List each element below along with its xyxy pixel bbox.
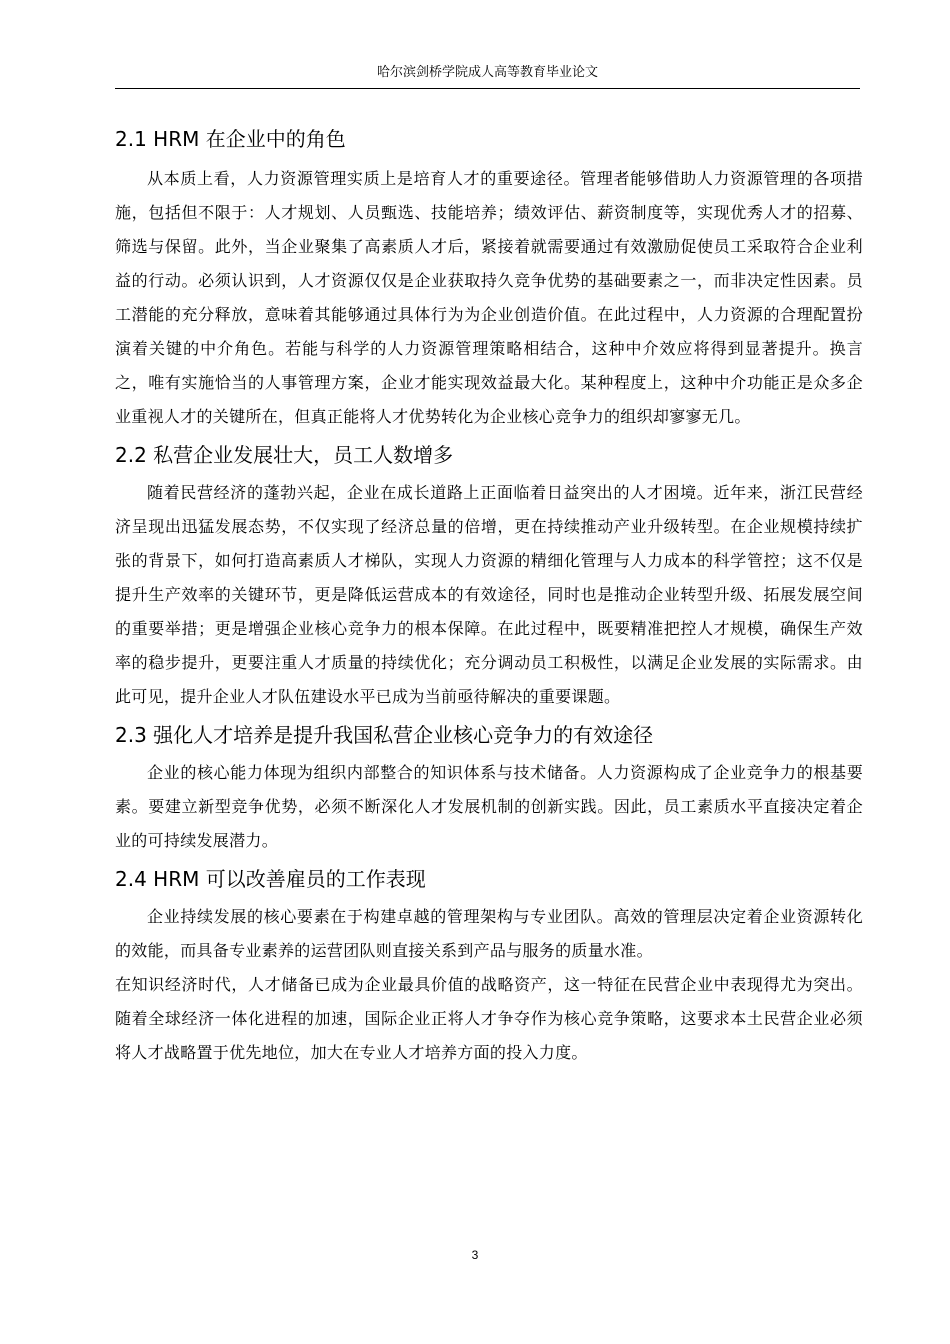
section-title: 2.2 私营企业发展壮大，员工人数增多: [115, 443, 454, 467]
paragraph: 在知识经济时代，人才储备已成为企业最具价值的战略资产，这一特征在民营企业中表现得尤为突出。随着全球经济一体化进程的加速，国际企业正将人才争夺作为核心竞争策略，这要求本土民营企业必须将人才战略置于优先地位，加大在专业人才培养方面的投入力度。: [115, 975, 863, 1062]
paragraph: 企业的核心能力体现为组织内部整合的知识体系与技术储备。人力资源构成了企业竞争力的根基要素。要建立新型竞争优势，必须不断深化人才发展机制的创新实践。因此，员工素质水平直接决定着企业的可持续发展潜力。: [115, 763, 863, 850]
section-title: 2.1 HRM 在企业中的角色: [115, 127, 346, 151]
page-header: [115, 62, 860, 89]
page-number: 3: [471, 1248, 479, 1262]
section-title: 2.3 强化人才培养是提升我国私营企业核心竞争力的有效途径: [115, 723, 654, 747]
paragraph: 企业持续发展的核心要素在于构建卓越的管理架构与专业团队。高效的管理层决定着企业资源转化的效能，而具备专业素养的运营团队则直接关系到产品与服务的质量水准。: [115, 907, 863, 960]
paragraph: 从本质上看，人力资源管理实质上是培育人才的重要途径。管理者能够借助人力资源管理的各项措施，包括但不限于：人才规划、人员甄选、技能培养；绩效评估、薪资制度等，实现优秀人才的招募、筛选与保留。此外，当企业聚集了高素质人才后，紧接着就需要通过有效激励促使员工采取符合企业利益的行动。必须认识到，人才资源仅仅是企业获取持久竞争优势的基础要素之一，而非决定性因素。员工潜能的充分释放，意味着其能够通过具体行为为企业创造价值。在此过程中，人力资源的合理配置扮演着关键的中介角色。若能与科学的人力资源管理策略相结合，这种中介效应将得到显著提升。换言之，唯有实施恰当的人事管理方案，企业才能实现效益最大化。某种程度上，这种中介功能正是众多企业重视人才的关键所在，但真正能将人才优势转化为企业核心竞争力的组织却寥寥无几。: [115, 169, 863, 426]
document-body: [115, 118, 863, 1070]
paragraph: 随着民营经济的蓬勃兴起，企业在成长道路上正面临着日益突出的人才困境。近年来，浙江民营经济呈现出迅猛发展态势，不仅实现了经济总量的倍增，更在持续推动产业升级转型。在企业规模持续扩张的背景下，如何打造高素质人才梯队，实现人力资源的精细化管理与人力成本的科学管控；这不仅是提升生产效率的关键环节，更是降低运营成本的有效途径，同时也是推动企业转型升级、拓展发展空间的重要举措；更是增强企业核心竞争力的根本保障。在此过程中，既要精准把控人才规模，确保生产效率的稳步提升，更要注重人才质量的持续优化；充分调动员工积极性，以满足企业发展的实际需求。由此可见，提升企业人才队伍建设水平已成为当前亟待解决的重要课题。: [115, 483, 863, 706]
header-title: 哈尔滨剑桥学院成人高等教育毕业论文: [376, 65, 598, 80]
section-title: 2.4 HRM 可以改善雇员的工作表现: [115, 867, 426, 891]
